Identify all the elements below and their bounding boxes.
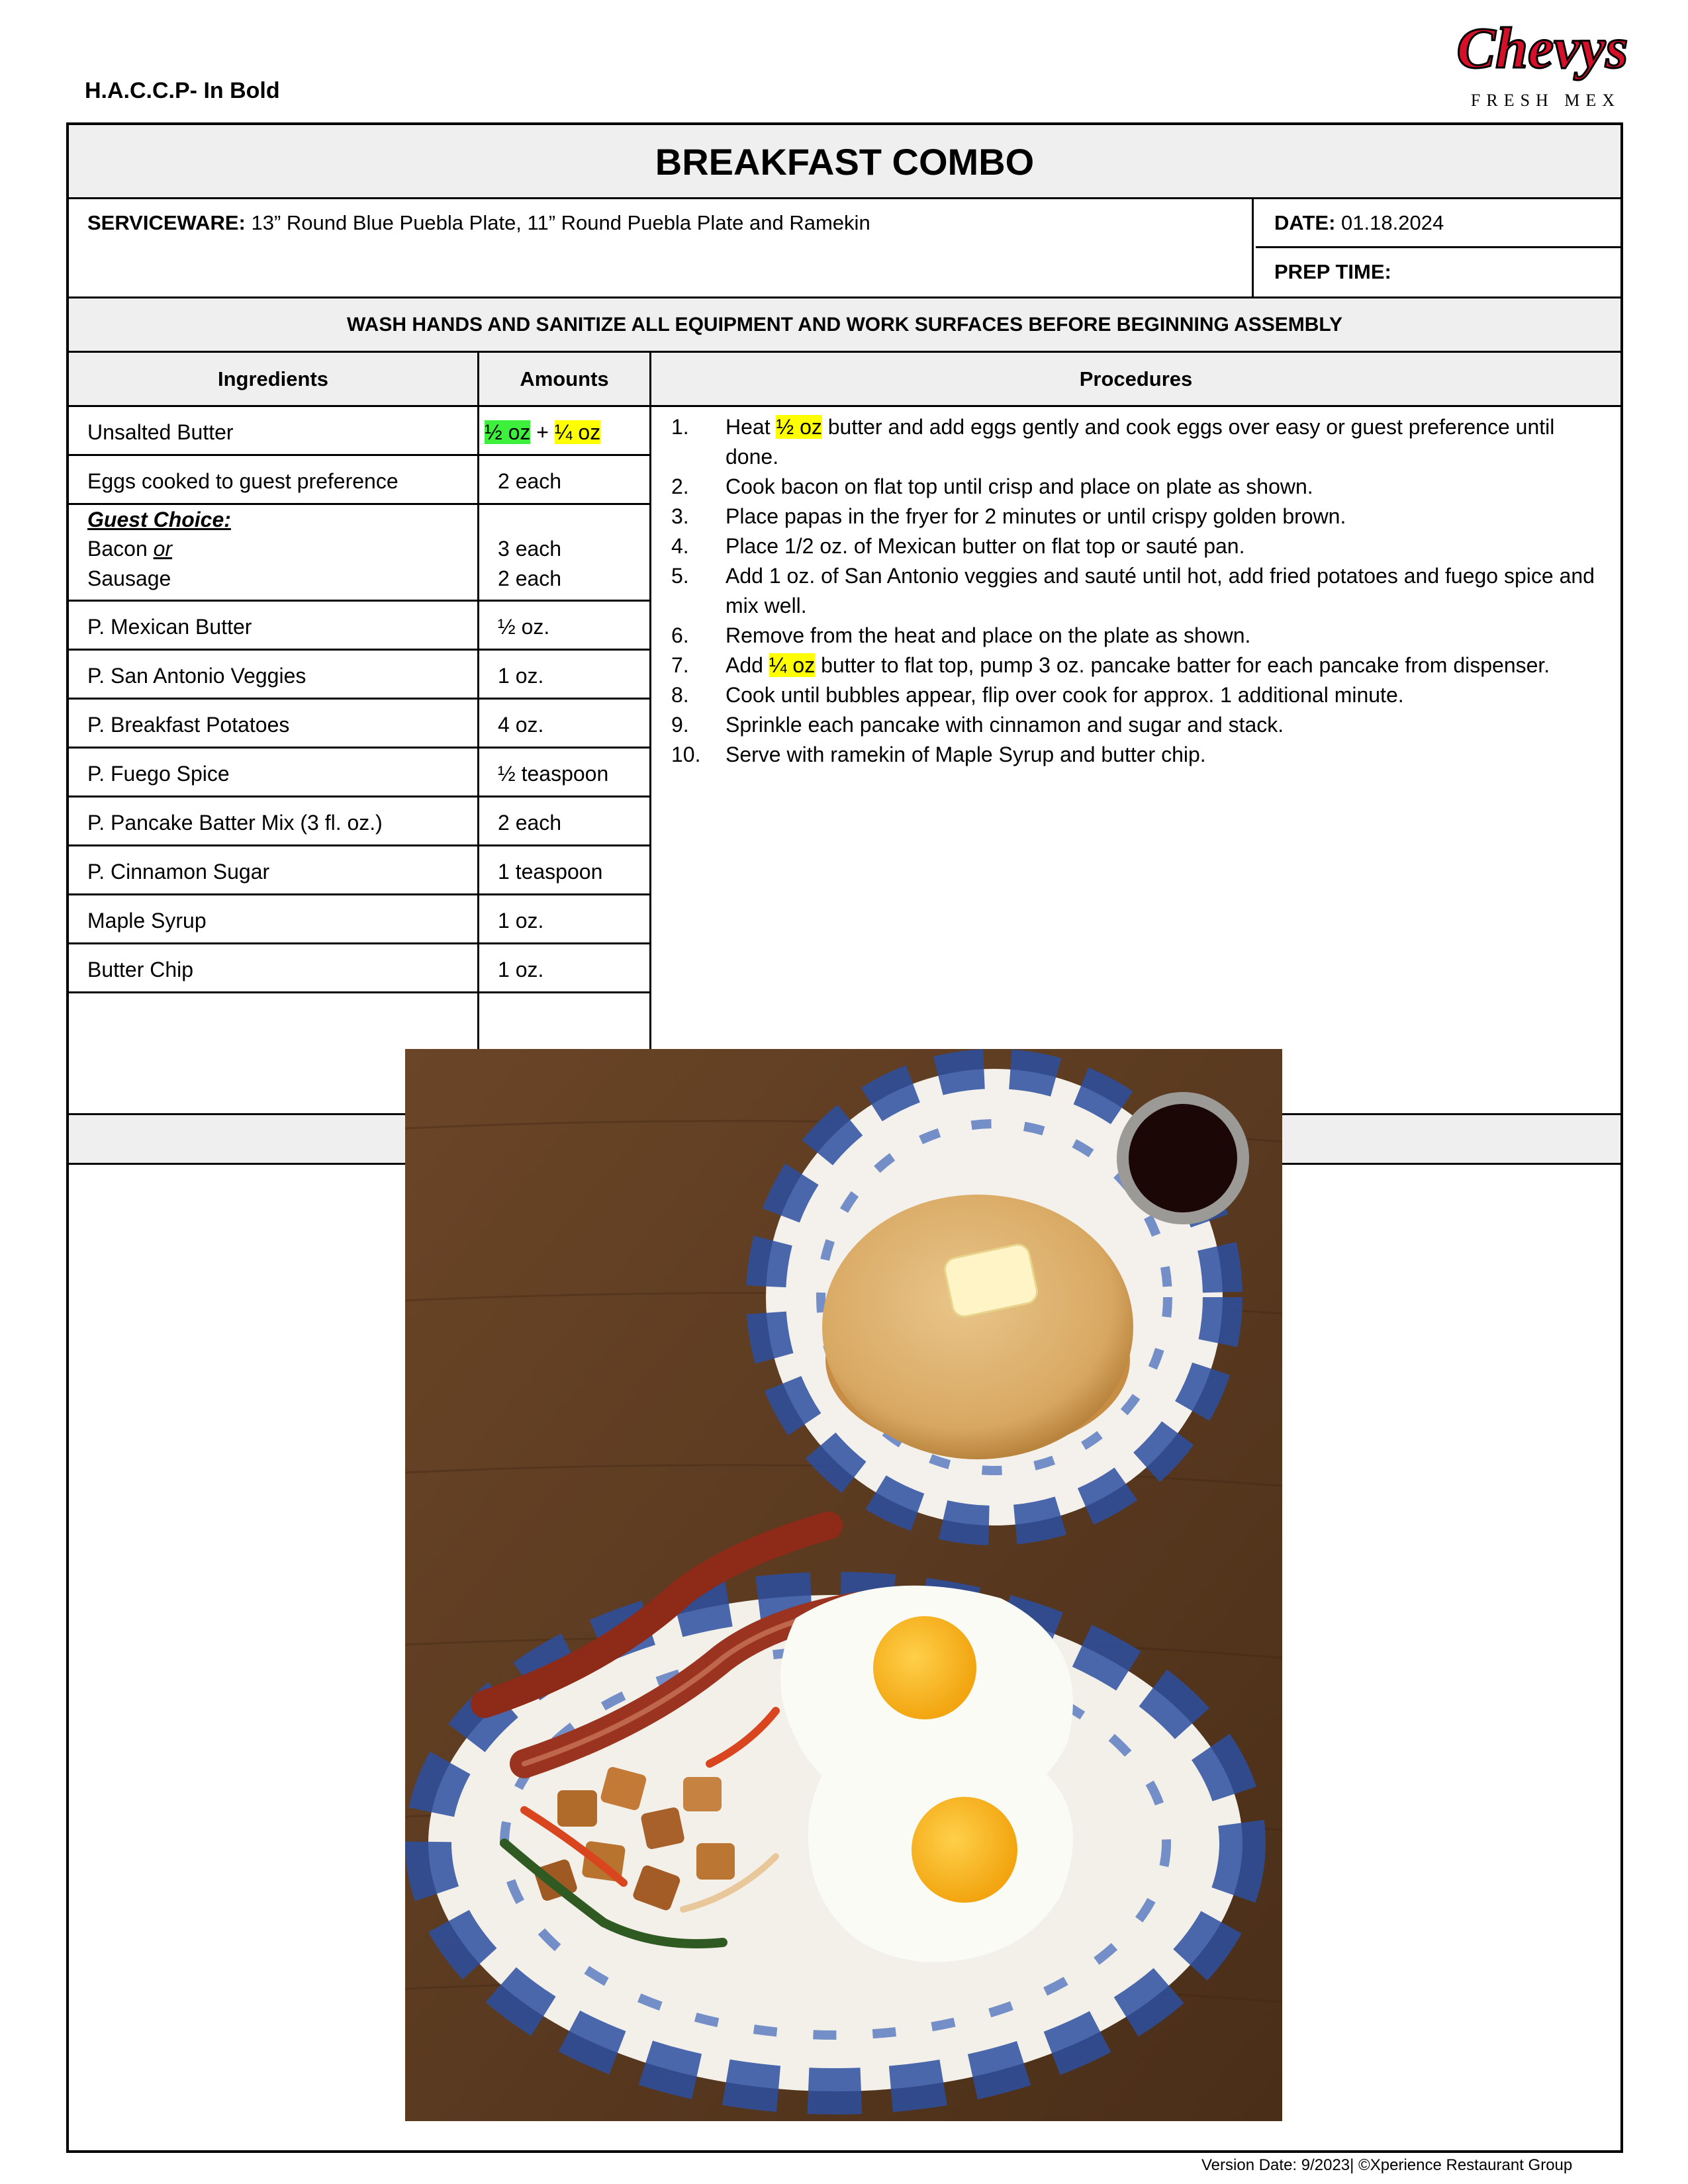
- step-text: Add 1 oz. of San Antonio veggies and sauté until hot, add fried potatoes and fuego spice and mix well.: [726, 564, 1595, 617]
- procedure-step: [665, 740, 1611, 770]
- haccp-note: H.A.C.C.P- In Bold: [85, 78, 280, 103]
- ingredient-row-guest-choice: [69, 505, 649, 602]
- step-text: Add: [726, 653, 769, 677]
- procedures-header: Procedures: [1079, 367, 1193, 390]
- ingredient-row: [69, 944, 649, 993]
- highlight-yellow: ½ oz: [776, 415, 822, 439]
- breakfast-photo: [405, 1049, 1282, 2121]
- step-number: 1.: [671, 415, 689, 439]
- step-number: 2.: [671, 475, 689, 498]
- ingredient-row: [69, 846, 649, 895]
- ingredient-name: P. Cinnamon Sugar: [87, 860, 270, 884]
- procedure-step: [665, 472, 1611, 502]
- ingredient-amount: [485, 420, 600, 445]
- step-text: Heat: [726, 415, 776, 439]
- page-title: BREAKFAST COMBO: [69, 125, 1620, 199]
- ingredient-row: [69, 700, 649, 749]
- ingredient-row: [69, 895, 649, 944]
- step-text: butter and add eggs gently and cook eggs over easy or guest preference until done.: [726, 415, 1555, 469]
- procedure-step: [665, 531, 1611, 561]
- logo-tagline: FRESH MEX: [1470, 91, 1621, 110]
- highlight-yellow: ¼ oz: [554, 420, 601, 444]
- step-number: 10.: [671, 743, 701, 766]
- ingredient-amount: 1 teaspoon: [498, 860, 603, 884]
- or-label: or: [153, 537, 173, 561]
- logo-brand: Chevys: [1456, 17, 1628, 81]
- ingredient-amount: 2 each: [498, 811, 562, 835]
- column-header-row: [69, 353, 1620, 407]
- procedure-step: [665, 502, 1611, 531]
- step-text: butter to flat top, pump 3 oz. pancake batter for each pancake from dispenser.: [815, 653, 1550, 677]
- step-text: Serve with ramekin of Maple Syrup and butter chip.: [726, 743, 1206, 766]
- ingredient-amount: ½ teaspoon: [498, 762, 609, 786]
- ingredient-name: Eggs cooked to guest preference: [87, 469, 399, 493]
- wash-notice: WASH HANDS AND SANITIZE ALL EQUIPMENT AND WORK SURFACES BEFORE BEGINNING ASSEMBLY: [69, 298, 1620, 353]
- step-text: Cook until bubbles appear, flip over cook for approx. 1 additional minute.: [726, 683, 1404, 707]
- ingredient-name: P. Pancake Batter Mix (3 fl. oz.): [87, 811, 383, 835]
- ingredient-row: [69, 797, 649, 846]
- step-number: 5.: [671, 564, 689, 588]
- bacon-amount: 3 each: [498, 537, 562, 561]
- chevys-logo: [1453, 7, 1632, 116]
- serviceware-value: 13” Round Blue Puebla Plate, 11” Round Puebla Plate and Ramekin: [245, 211, 870, 234]
- ingredient-amount: 1 oz.: [498, 958, 544, 981]
- ingredient-amount: 1 oz.: [498, 664, 544, 688]
- plus-sign: +: [530, 420, 555, 444]
- guest-choice-heading: Guest Choice:: [87, 508, 231, 531]
- ingredient-row: [69, 749, 649, 797]
- date-cell: [1256, 199, 1620, 248]
- version-footer: Version Date: 9/2023| ©Xperience Restaurant Group: [1201, 2156, 1573, 2174]
- recipe-body: [69, 407, 1620, 1115]
- amounts-header: Amounts: [479, 353, 651, 405]
- step-text: Cook bacon on flat top until crisp and place on plate as shown.: [726, 475, 1313, 498]
- serviceware-label: SERVICEWARE:: [87, 211, 246, 234]
- guest-choice-sausage: Sausage: [87, 567, 171, 590]
- ingredients-header: Ingredients: [69, 353, 479, 405]
- ingredient-name: Butter Chip: [87, 958, 194, 981]
- ingredient-row: [69, 456, 649, 505]
- highlight-yellow: ¼ oz: [769, 653, 816, 677]
- step-text: Remove from the heat and place on the plate as shown.: [726, 623, 1251, 647]
- ingredient-amount: 1 oz.: [498, 909, 544, 933]
- ingredient-row: [69, 602, 649, 651]
- ingredient-amount: ½ oz.: [498, 615, 550, 639]
- ingredient-name: P. Mexican Butter: [87, 615, 252, 639]
- date-label: DATE:: [1274, 211, 1336, 234]
- ingredient-amount: 2 each: [498, 469, 562, 493]
- ingredient-name: Maple Syrup: [87, 909, 207, 933]
- ingredient-name: P. San Antonio Veggies: [87, 664, 306, 688]
- step-number: 9.: [671, 713, 689, 737]
- highlight-green: ½ oz: [485, 420, 531, 444]
- step-text: Sprinkle each pancake with cinnamon and sugar and stack.: [726, 713, 1284, 737]
- date-value: 01.18.2024: [1335, 211, 1444, 234]
- procedure-list: [665, 412, 1611, 770]
- step-number: 3.: [671, 504, 689, 528]
- ingredient-row: [69, 651, 649, 700]
- ingredient-row: [69, 407, 649, 456]
- prep-time-label: PREP TIME:: [1274, 260, 1391, 283]
- ingredient-name: Unsalted Butter: [87, 420, 234, 444]
- sausage-amount: 2 each: [498, 567, 562, 590]
- ingredient-amount: 4 oz.: [498, 713, 544, 737]
- procedure-step: [665, 561, 1611, 621]
- pancake-plate: [766, 1069, 1249, 1525]
- step-number: 4.: [671, 534, 689, 558]
- procedure-step: [665, 710, 1611, 740]
- procedure-step: [665, 651, 1611, 680]
- guest-choice-bacon: [87, 537, 172, 561]
- ingredient-name: P. Breakfast Potatoes: [87, 713, 290, 737]
- procedure-step: [665, 412, 1611, 472]
- step-text: Place 1/2 oz. of Mexican butter on flat top or sauté pan.: [726, 534, 1245, 558]
- step-number: 6.: [671, 623, 689, 647]
- ingredient-name: P. Fuego Spice: [87, 762, 230, 786]
- procedure-step: [665, 621, 1611, 651]
- serviceware-cell: [69, 199, 1254, 296]
- procedure-step: [665, 680, 1611, 710]
- step-number: 8.: [671, 683, 689, 707]
- serviceware-row: [69, 199, 1620, 298]
- step-text: Place papas in the fryer for 2 minutes or until crispy golden brown.: [726, 504, 1346, 528]
- step-number: 7.: [671, 653, 689, 677]
- bacon-label: Bacon: [87, 537, 154, 561]
